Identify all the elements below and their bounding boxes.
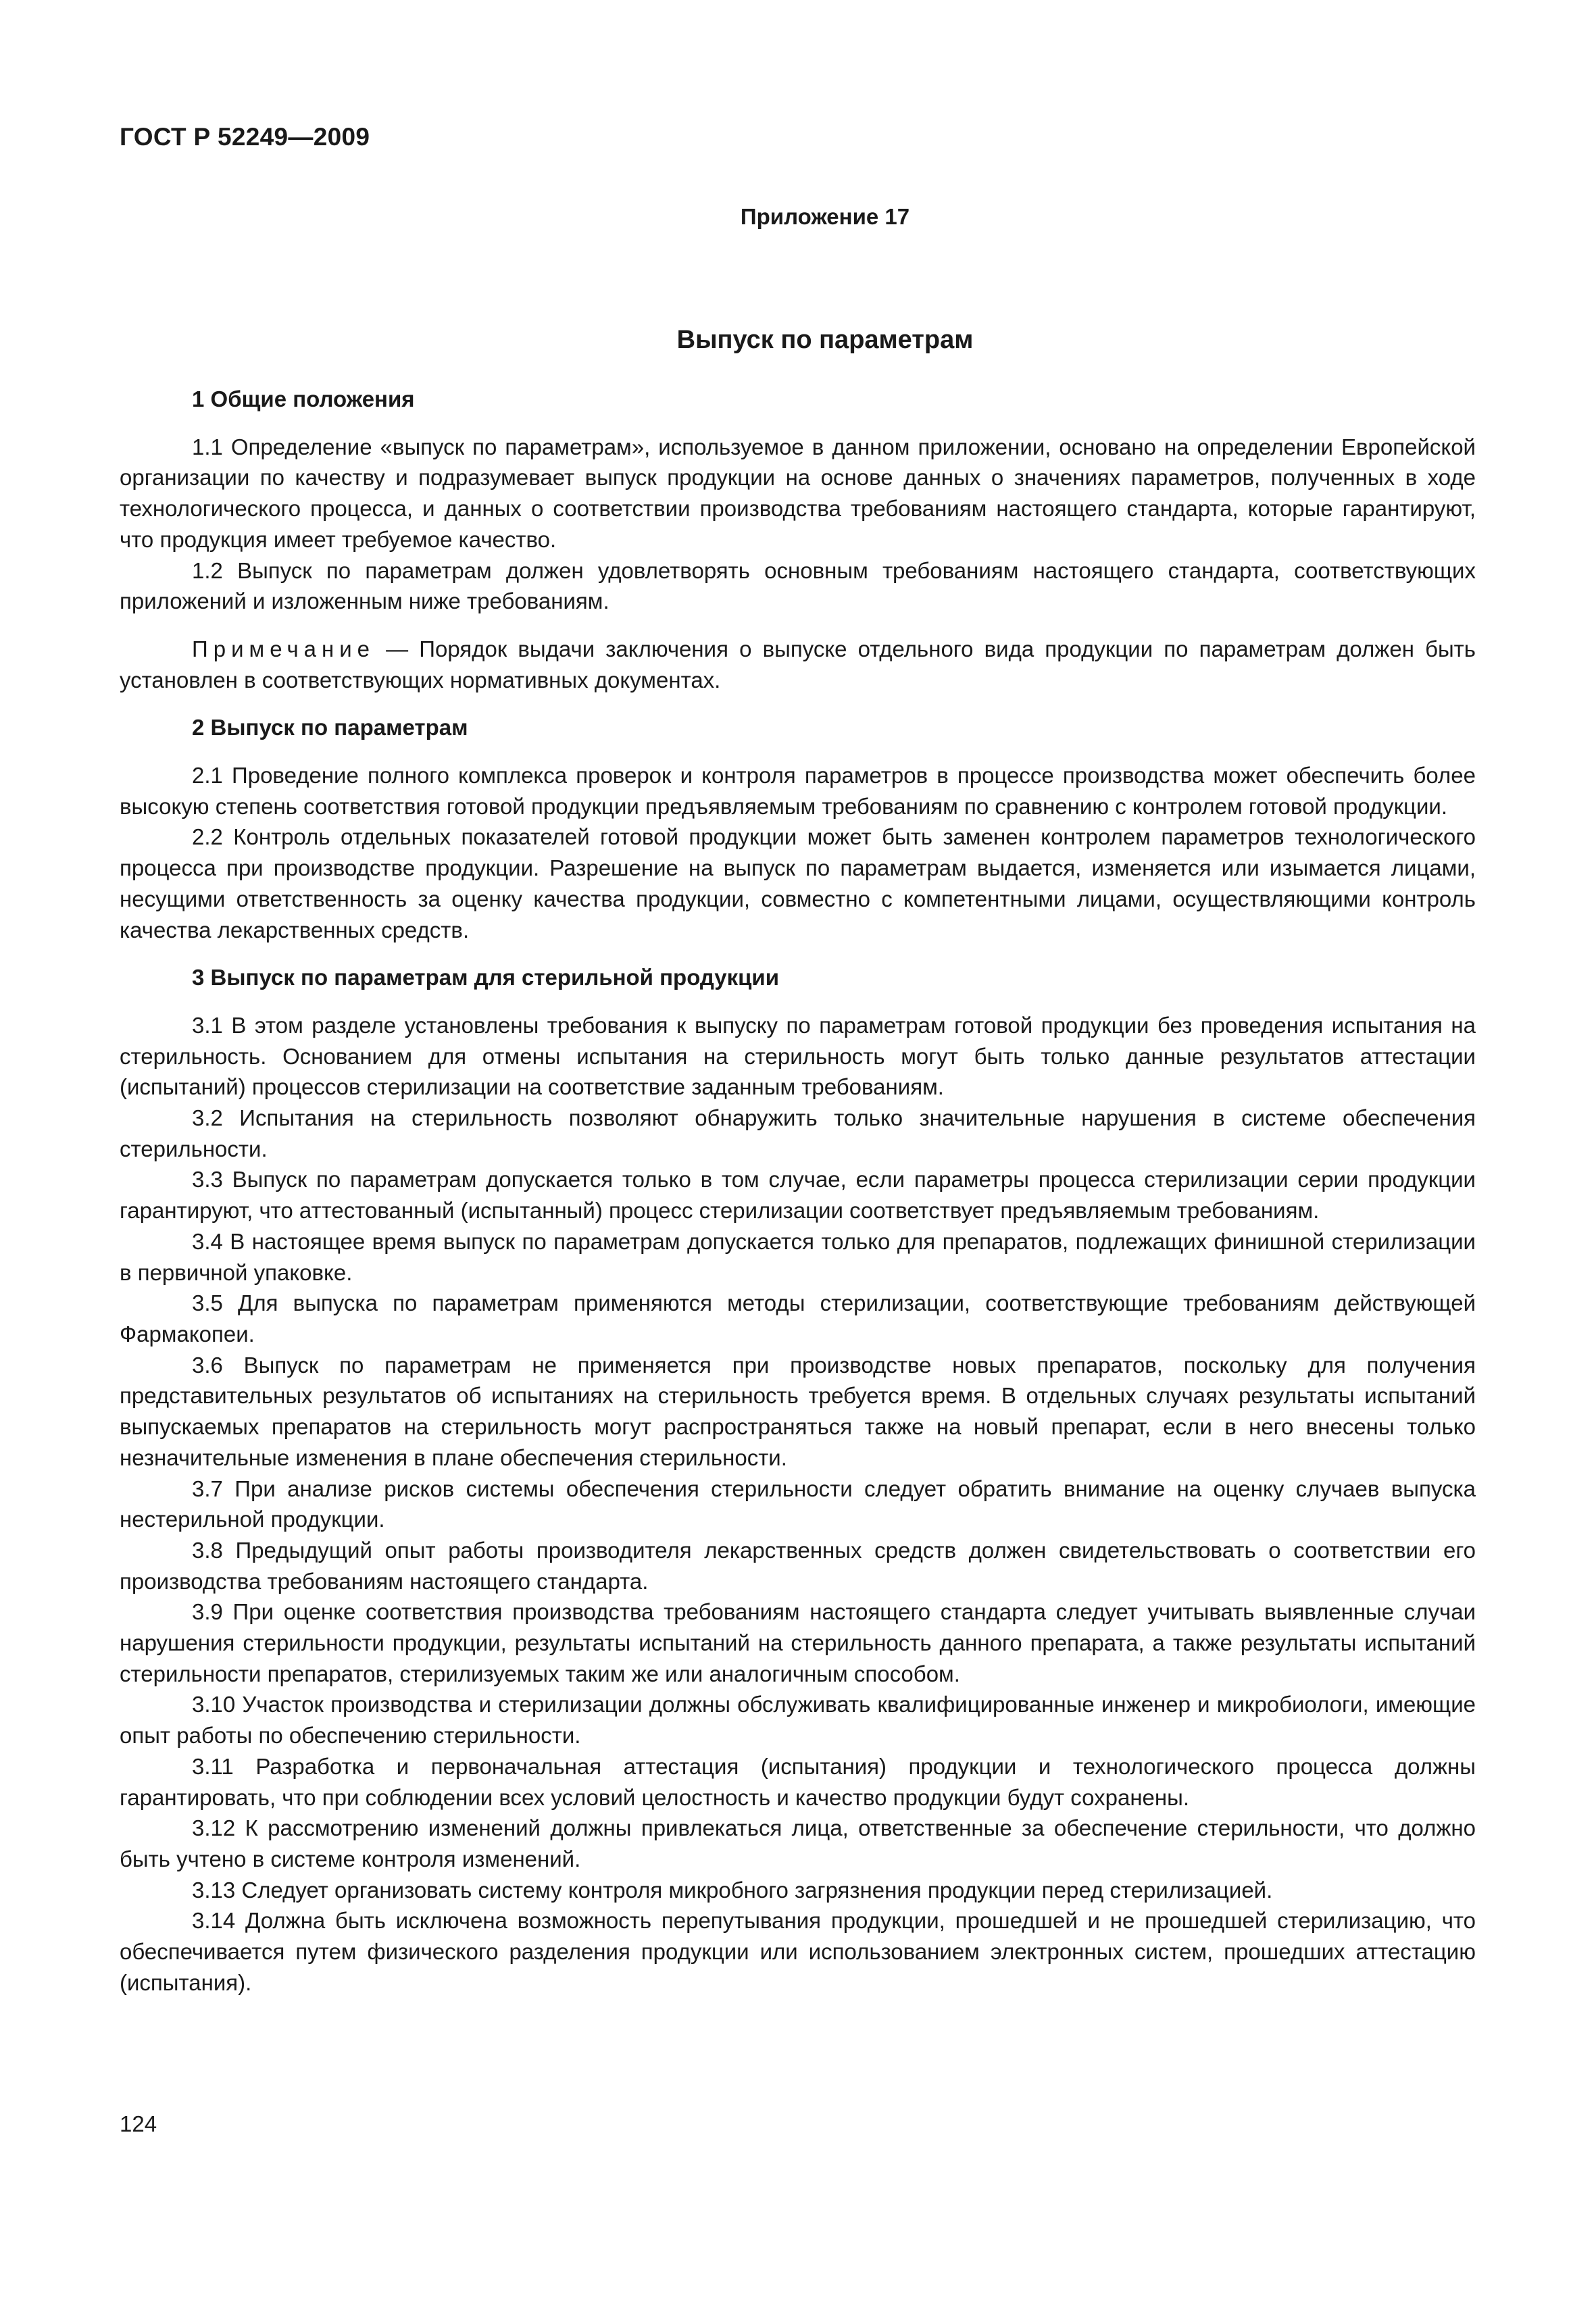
paragraph: 1.2 Выпуск по параметрам должен удовлетворять основным требованиям настоящего стандарта, соответствующих приложений и изложенным ниже требованиям.: [120, 557, 1476, 614]
page-number: 124: [120, 2111, 157, 2136]
paragraph: 3.8 Предыдущий опыт работы производителя лекарственных средств должен свидетельствовать о соответствии его производства требованиям настоящего стандарта.: [120, 1537, 1476, 1594]
paragraph: 3.7 При анализе рисков системы обеспечения стерильности следует обратить внимание на оценку случаев выпуска нестерильной продукции.: [120, 1476, 1476, 1532]
appendix-label: Приложение 17: [740, 204, 910, 229]
note: [120, 634, 1476, 695]
paragraph: 3.12 К рассмотрению изменений должны привлекаться лица, ответственные за обеспечение стерильности, что должно быть учтено в системе контроля изменений.: [120, 1815, 1476, 1871]
paragraph: 2.1 Проведение полного комплекса проверок и контроля параметров в процессе производства может обеспечить более высокую степень соответствия готовой продукции предъявляемым требованиям по сравнению с контролем готовой продукции.: [120, 763, 1476, 819]
paragraph: 3.5 Для выпуска по параметрам применяются методы стерилизации, соответствующие требованиям действующей Фармакопеи.: [120, 1290, 1476, 1347]
paragraph: 3.11 Разработка и первоначальная аттестация (испытания) продукции и технологического процесса должны гарантировать, что при соблюдении всех условий целостность и качество продукции будут сохранены.: [120, 1753, 1476, 1810]
paragraph: 2.2 Контроль отдельных показателей готовой продукции может быть заменен контролем параметров технологического процесса при производстве продукции. Разрешение на выпуск по параметрам выдается, изменяется или изымается лицами, несущими ответственность за оценку качества продукции, совместно с компетентными лицами, осуществляющими контроль качества лекарственных средств.: [120, 824, 1476, 942]
document-body: [120, 384, 1476, 1998]
paragraph: 3.2 Испытания на стерильность позволяют обнаружить только значительные нарушения в системе обеспечения стерильности.: [120, 1105, 1476, 1161]
paragraph: 3.6 Выпуск по параметрам не применяется при производстве новых препаратов, поскольку для получения представительных результатов об испытаниях на стерильность требуется время. В отдельных случаях результаты испытаний выпускаемых препаратов на стерильность могут распространяться также на новый препарат, если в него внесены только незначительные изменения в плане обеспечения стерильности.: [120, 1352, 1476, 1470]
paragraph: 1.1 Определение «выпуск по параметрам», используемое в данном приложении, основано на определении Европейской организации по качеству и подразумевает выпуск продукции на основе данных о значениях параметров, полученных в ходе технологического процесса, и данных о соответствии производства требованиям настоящего стандарта, которые гарантируют, что продукция имеет требуемое качество.: [120, 434, 1476, 552]
section-heading: 3 Выпуск по параметрам для стерильной продукции: [192, 965, 780, 990]
note-text: — Порядок выдачи заключения о выпуске отдельного вида продукции по параметрам должен быть установлен в соответствующих нормативных документах.: [120, 636, 1476, 693]
document-title: Выпуск по параметрам: [676, 326, 974, 354]
paragraph: 3.13 Следует организовать систему контроля микробного загрязнения продукции перед стерилизацией.: [192, 1877, 1273, 1903]
paragraph: 3.1 В этом разделе установлены требования к выпуску по параметрам готовой продукции без проведения испытания на стерильность. Основанием для отмены испытания на стерильность могут быть только данные результатов аттестации (испытаний) процессов стерилизации на соответствие заданным требованиям.: [120, 1012, 1476, 1100]
section-heading: 1 Общие положения: [192, 386, 415, 411]
section-heading: 2 Выпуск по параметрам: [192, 715, 468, 740]
paragraph: 3.14 Должна быть исключена возможность перепутывания продукции, прошедшей и не прошедшей стерилизацию, что обеспечивается путем физического разделения продукции или использованием электронных систем, прошедших аттестацию (испытания).: [120, 1908, 1476, 1995]
paragraph: 3.4 В настоящее время выпуск по параметрам допускается только для препаратов, подлежащих финишной стерилизации в первичной упаковке.: [120, 1228, 1476, 1285]
paragraph: 3.10 Участок производства и стерилизации должны обслуживать квалифицированные инженер и микробиологи, имеющие опыт работы по обеспечению стерильности.: [120, 1692, 1476, 1749]
paragraph: 3.9 При оценке соответствия производства требованиям настоящего стандарта следует учитывать выявленные случаи нарушения стерильности продукции, результаты испытаний на стерильность данного препарата, а также результаты испытаний стерильности препаратов, стерилизуемых таким же или аналогичным способом.: [120, 1599, 1476, 1686]
paragraph: 3.3 Выпуск по параметрам допускается только в том случае, если параметры процесса стерилизации серии продукции гарантируют, что аттестованный (испытанный) процесс стерилизации соответствует предъявляемым требованиям.: [120, 1167, 1476, 1224]
note-label: Примечание: [192, 636, 376, 661]
standard-number: ГОСТ Р 52249—2009: [120, 123, 370, 151]
